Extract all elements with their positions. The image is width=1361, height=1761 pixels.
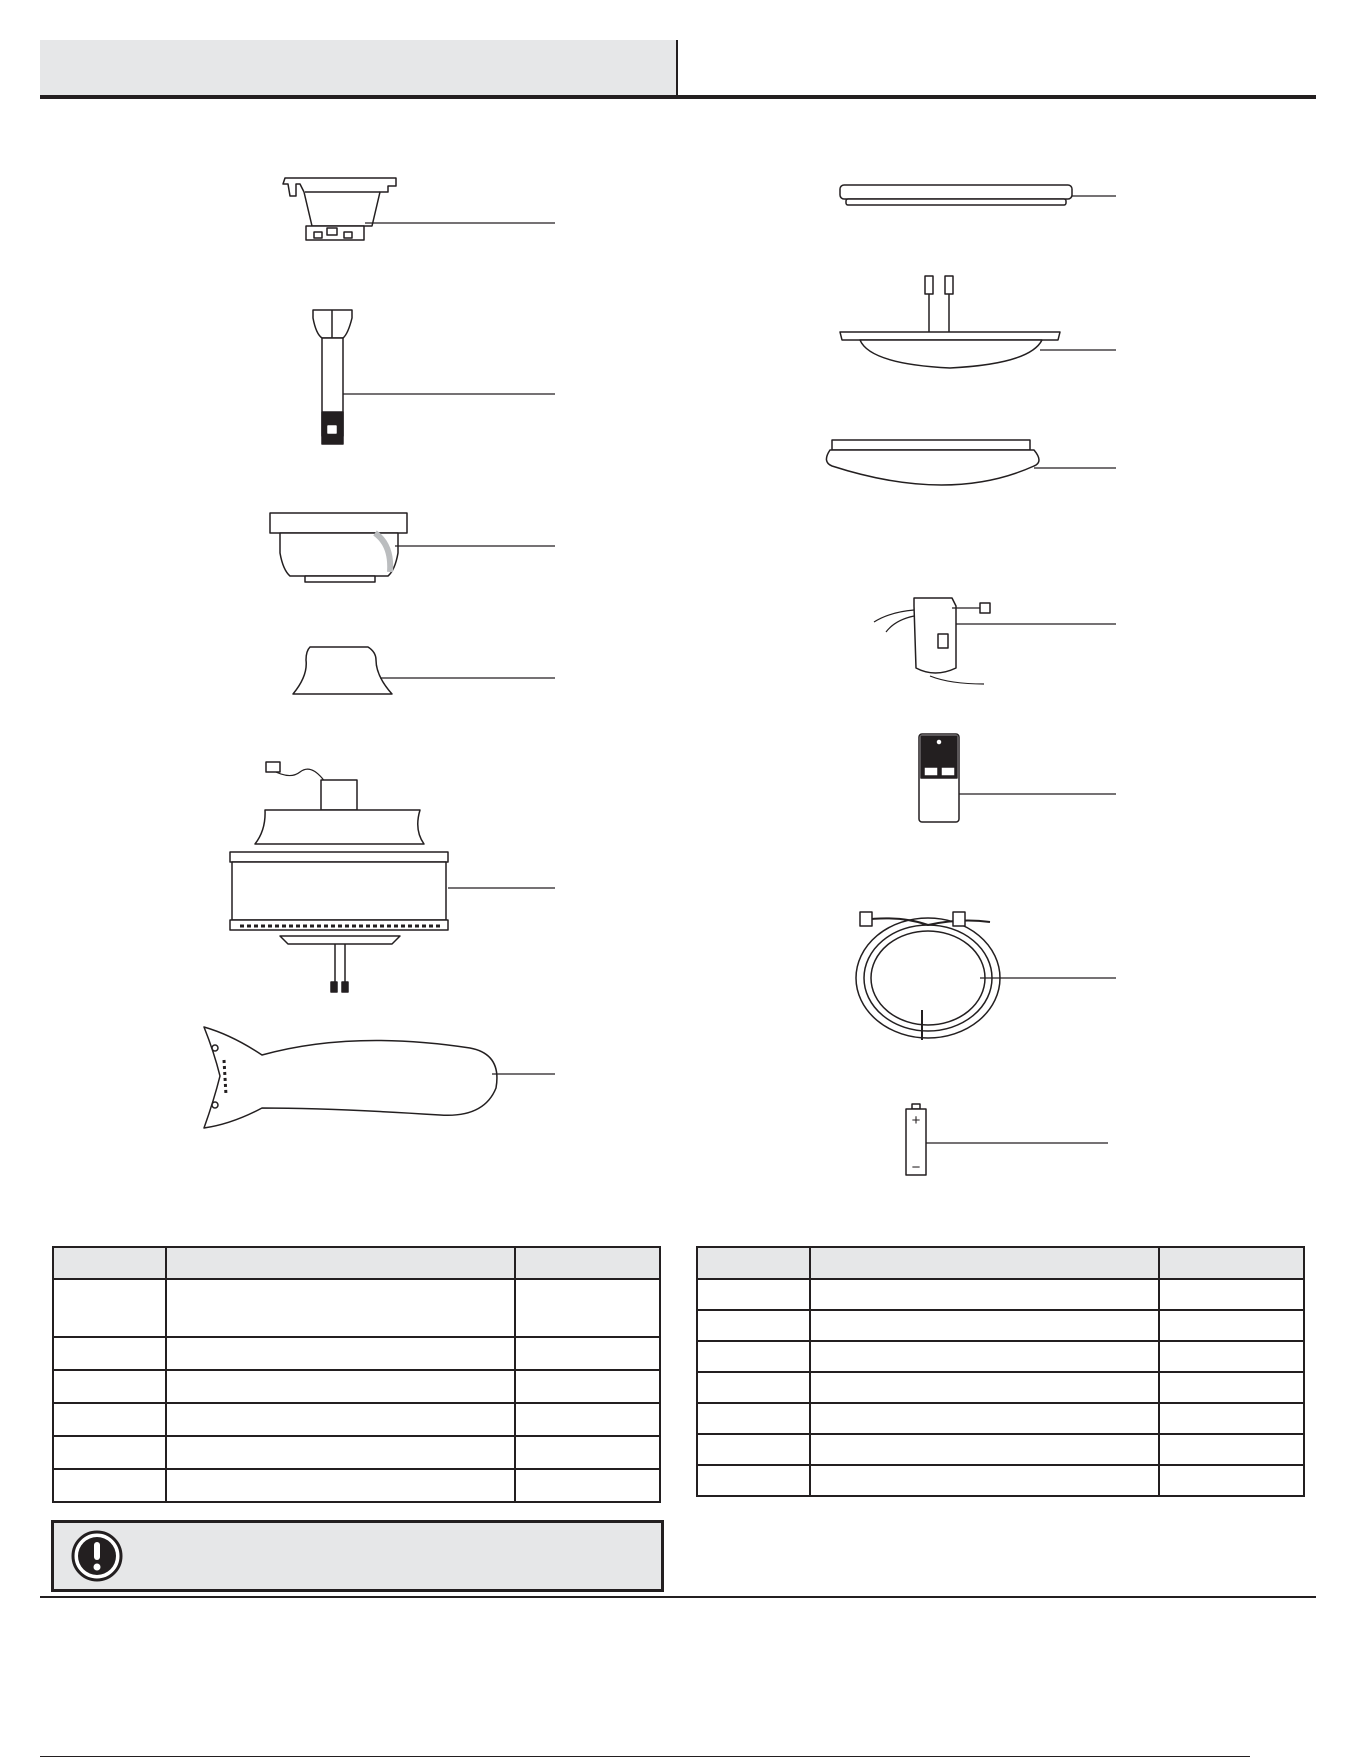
table-cell <box>166 1403 515 1436</box>
glass-shade-icon <box>826 440 1116 485</box>
table-row <box>53 1279 660 1337</box>
motor-assembly-icon <box>230 762 555 992</box>
notice-box <box>51 1520 664 1592</box>
table-cell <box>810 1434 1159 1465</box>
table-row <box>697 1341 1304 1372</box>
led-light-kit-icon <box>840 276 1116 368</box>
table-cell <box>166 1436 515 1469</box>
table-header-row <box>697 1247 1304 1279</box>
table-cell <box>810 1372 1159 1403</box>
header-cell-part <box>53 1247 166 1279</box>
table-cell <box>1159 1279 1304 1310</box>
table-row <box>697 1465 1304 1496</box>
table-cell <box>810 1403 1159 1434</box>
table-cell <box>1159 1372 1304 1403</box>
table-cell <box>697 1465 810 1496</box>
table-cell <box>515 1279 660 1337</box>
table-cell <box>697 1372 810 1403</box>
table-row <box>697 1310 1304 1341</box>
table-row <box>53 1403 660 1436</box>
downrod-icon <box>313 310 555 444</box>
table-row <box>53 1436 660 1469</box>
table-cell <box>697 1310 810 1341</box>
table-cell <box>53 1337 166 1370</box>
table-row <box>53 1469 660 1502</box>
table-cell <box>810 1279 1159 1310</box>
table-cell <box>1159 1341 1304 1372</box>
table-row <box>697 1372 1304 1403</box>
canopy-icon <box>270 513 555 582</box>
table-cell <box>1159 1434 1304 1465</box>
footer-rule <box>40 1756 1250 1757</box>
canopy-cover-icon <box>293 647 555 694</box>
battery-plus-label: + <box>911 1112 921 1129</box>
table-row <box>53 1337 660 1370</box>
table-cell <box>166 1469 515 1502</box>
table-cell <box>166 1279 515 1337</box>
table-cell <box>810 1465 1159 1496</box>
table-row <box>53 1370 660 1403</box>
table-header-row <box>53 1247 660 1279</box>
table-cell <box>810 1310 1159 1341</box>
table-cell <box>53 1279 166 1337</box>
table-cell <box>1159 1403 1304 1434</box>
remote-control-icon <box>919 734 1116 822</box>
header-cell-description <box>166 1247 515 1279</box>
table-cell <box>515 1469 660 1502</box>
table-cell <box>515 1403 660 1436</box>
table-row <box>697 1403 1304 1434</box>
receiver-icon <box>874 598 1116 684</box>
table-cell <box>697 1279 810 1310</box>
table-cell <box>515 1436 660 1469</box>
light-kit-plate-icon <box>840 185 1116 205</box>
bottom-rule <box>40 1596 1316 1598</box>
table-cell <box>515 1337 660 1370</box>
exclamation-icon <box>71 1530 123 1582</box>
table-cell <box>166 1337 515 1370</box>
battery-icon <box>906 1104 1108 1175</box>
table-cell <box>697 1403 810 1434</box>
table-cell <box>53 1403 166 1436</box>
header-cell-description <box>810 1247 1159 1279</box>
table-cell <box>515 1370 660 1403</box>
header-cell-quantity <box>515 1247 660 1279</box>
table-row <box>697 1279 1304 1310</box>
extension-cable-icon <box>856 912 1116 1040</box>
parts-table-left <box>52 1246 661 1503</box>
table-cell <box>810 1341 1159 1372</box>
table-cell <box>697 1341 810 1372</box>
table-cell <box>53 1370 166 1403</box>
fan-blade-icon <box>204 1027 555 1128</box>
table-cell <box>1159 1310 1304 1341</box>
table-cell <box>53 1436 166 1469</box>
table-cell <box>697 1434 810 1465</box>
table-cell <box>53 1469 166 1502</box>
mounting-bracket-icon <box>283 178 555 240</box>
battery-minus-label: − <box>911 1159 921 1176</box>
table-row <box>697 1434 1304 1465</box>
table-cell <box>1159 1465 1304 1496</box>
table-cell <box>166 1370 515 1403</box>
parts-table-right <box>696 1246 1305 1497</box>
header-cell-part <box>697 1247 810 1279</box>
header-cell-quantity <box>1159 1247 1304 1279</box>
